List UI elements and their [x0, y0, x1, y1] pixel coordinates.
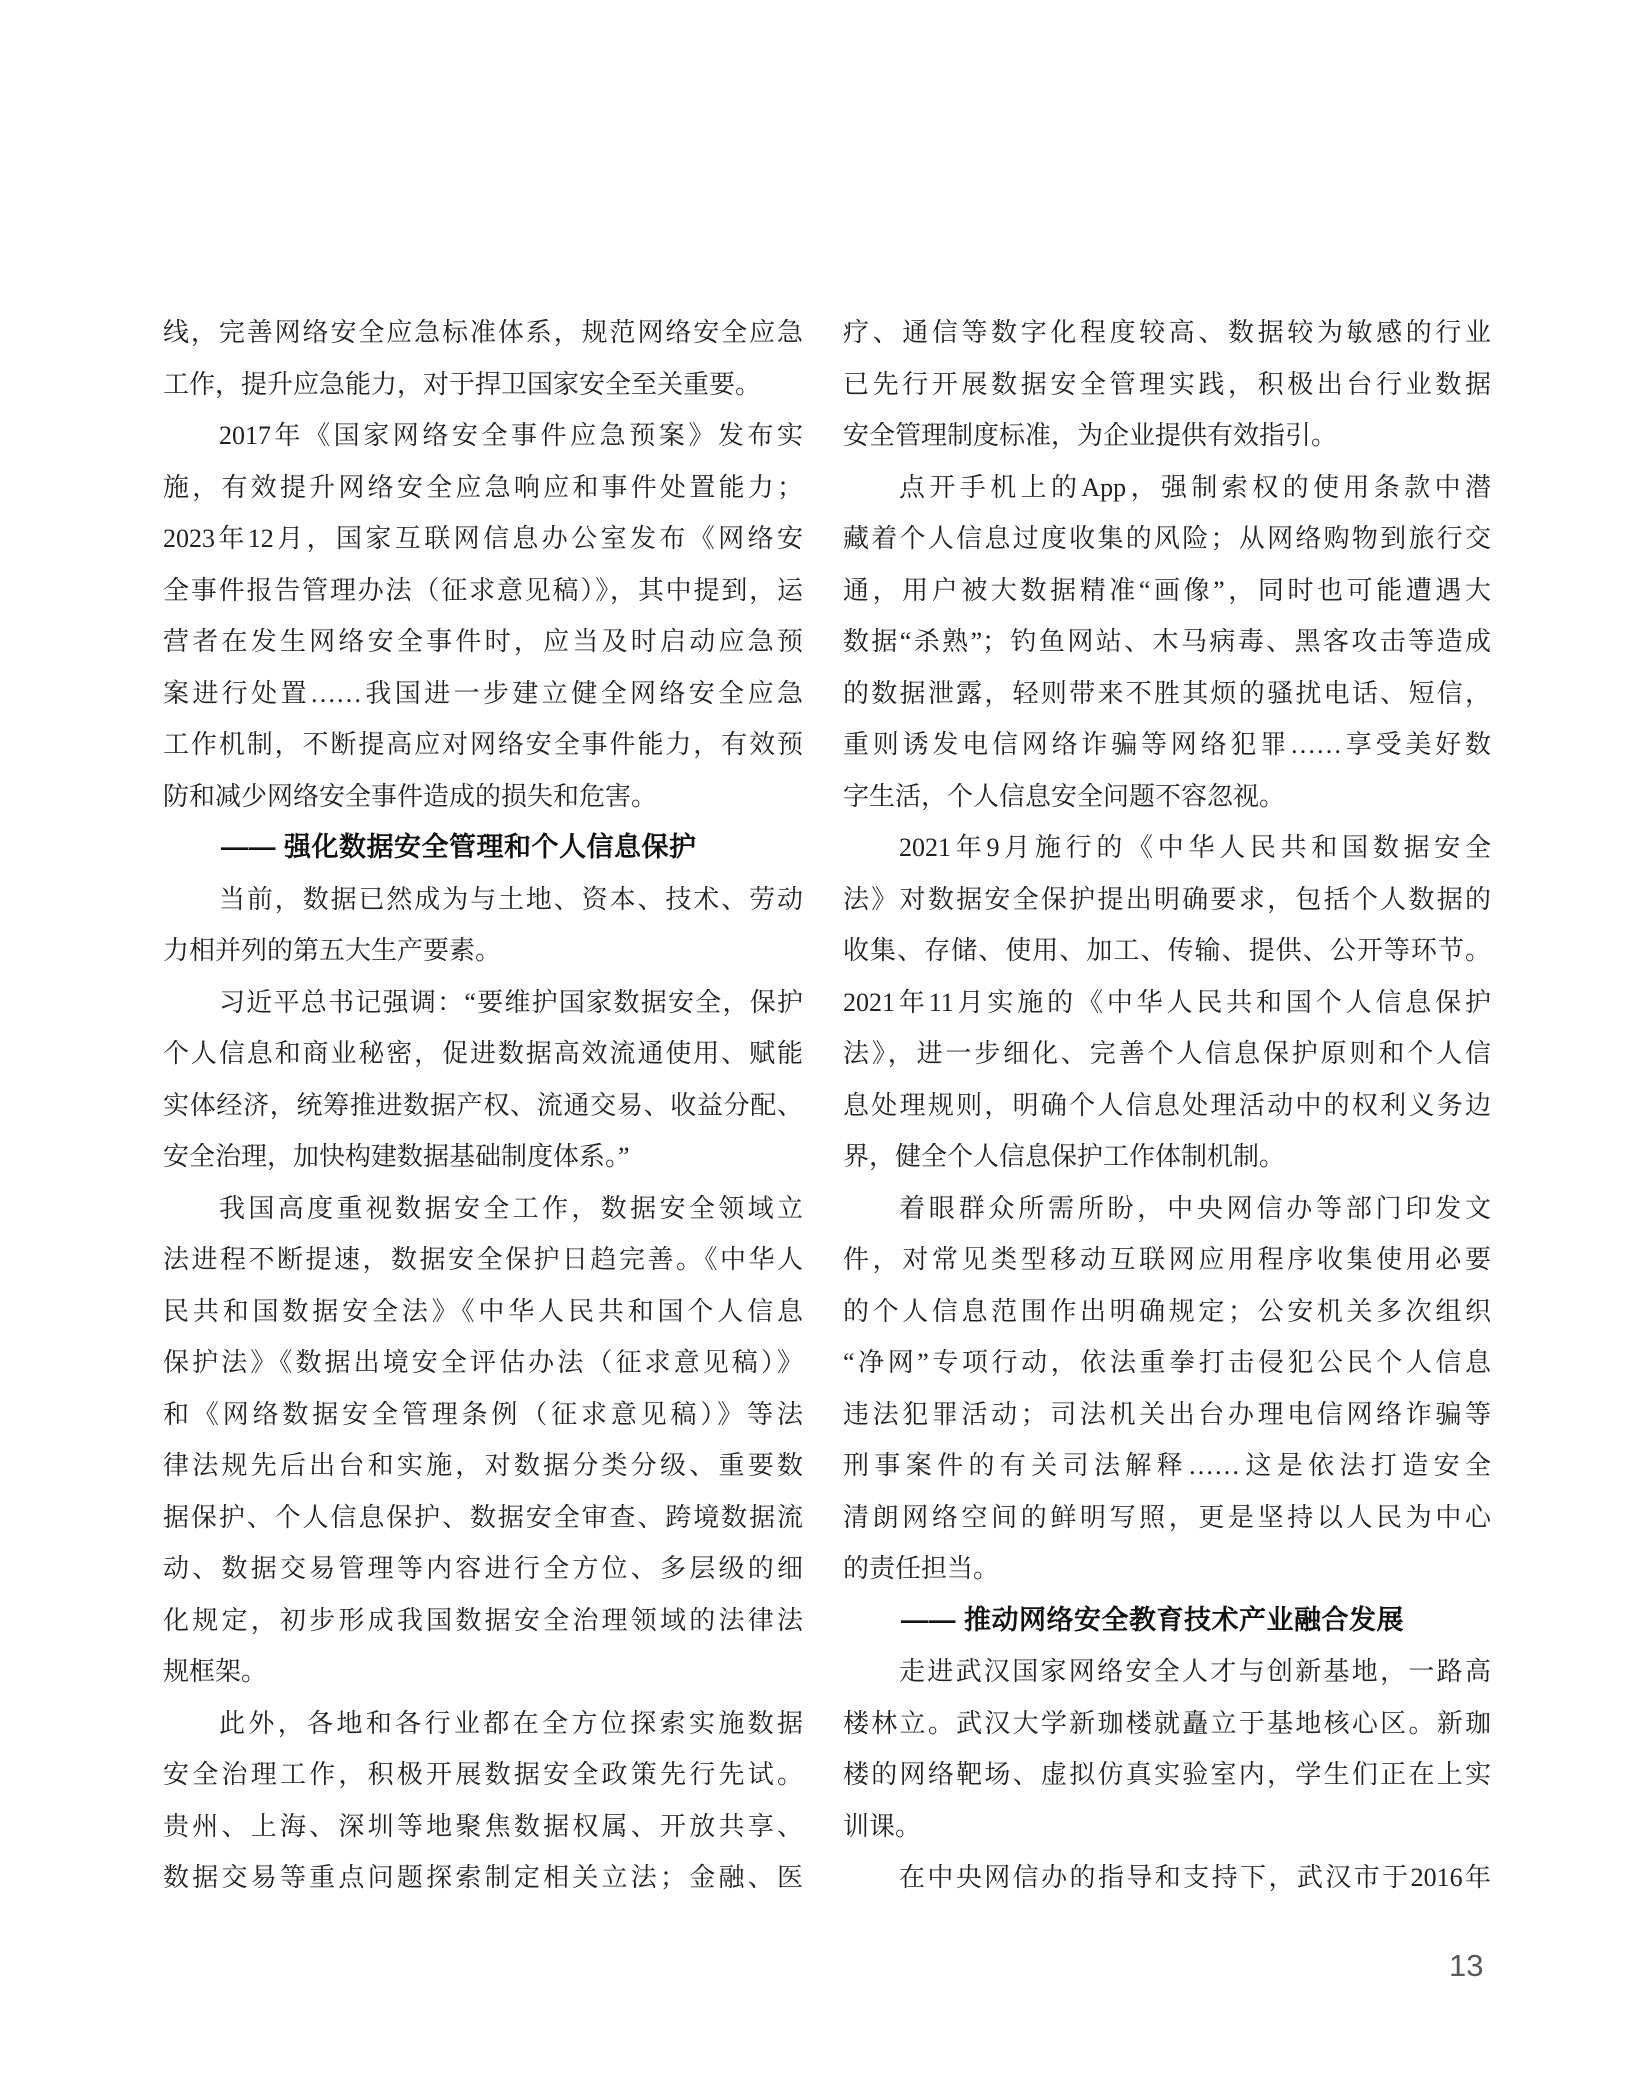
text-line: 界，健全个人信息保护工作体制机制。 [843, 1142, 1286, 1171]
text-line: 已先行开展数据安全管理实践，积极出台行业数据 [843, 369, 1491, 399]
text-line: “净网”专项行动，依法重拳打击侵犯公民个人信息 [843, 1348, 1491, 1377]
text-line: 我国高度重视数据安全工作，数据安全领域立 [219, 1193, 803, 1223]
text-line: 楼林立。武汉大学新珈楼就矗立于基地核心区。新珈 [843, 1708, 1491, 1738]
text-line: 安全管理制度标准，为企业提供有效指引。 [843, 421, 1338, 450]
text-line: 数据交易等重点问题探索制定相关立法；金融、医 [163, 1863, 803, 1892]
text-line: 通，用户被大数据精准“画像”，同时也可能遭遇大 [843, 575, 1491, 605]
text-line: 2023年12月，国家互联网信息办公室发布《网络安 [163, 524, 803, 553]
text-line: 法》，进一步细化、完善个人信息保护原则和个人信 [843, 1039, 1491, 1068]
text-line: 字生活，个人信息安全问题不容忽视。 [843, 781, 1286, 811]
section-heading: —— 强化数据安全管理和个人信息保护 [221, 832, 697, 862]
text-line: 线，完善网络安全应急标准体系，规范网络安全应急 [163, 318, 803, 347]
text-line: 数据“杀熟”；钓鱼网站、木马病毒、黑客攻击等造成 [843, 627, 1491, 656]
text-line: 和《网络数据安全管理条例（征求意见稿）》等法 [163, 1399, 803, 1429]
text-line: 训课。 [843, 1811, 922, 1841]
section-heading: —— 推动网络安全教育技术产业融合发展 [901, 1604, 1405, 1635]
text-line: 规框架。 [163, 1657, 268, 1686]
text-line: 在中央网信办的指导和支持下，武汉市于2016年 [899, 1863, 1491, 1892]
text-line: 收集、存储、使用、加工、传输、提供、公开等环节。 [843, 936, 1491, 965]
text-line: 法进程不断提速，数据安全保护日趋完善。《中华人 [163, 1245, 803, 1274]
text-line: 案进行处置……我国进一步建立健全网络安全应急 [163, 678, 803, 708]
text-line: 力相并列的第五大生产要素。 [163, 936, 502, 965]
text-line: 民共和国数据安全法》《中华人民共和国个人信息 [163, 1296, 803, 1326]
text-line: 的数据泄露，轻则带来不胜其烦的骚扰电话、短信， [843, 678, 1491, 708]
text-line: 法》对数据安全保护提出明确要求，包括个人数据的 [843, 884, 1491, 914]
text-line: 贵州、上海、深圳等地聚焦数据权属、开放共享、 [163, 1811, 803, 1841]
text-line: 点开手机上的App，强制索权的使用条款中潜 [899, 472, 1491, 502]
text-line: 刑事案件的有关司法解释……这是依法打造安全 [843, 1451, 1491, 1480]
text-line: 2017年《国家网络安全事件应急预案》发布实 [219, 421, 803, 450]
text-line: 营者在发生网络安全事件时，应当及时启动应急预 [163, 627, 803, 656]
text-line: 安全治理，加快构建数据基础制度体系。” [163, 1142, 630, 1171]
text-line: 据保护、个人信息保护、数据安全审查、跨境数据流 [163, 1502, 803, 1532]
text-line: 重则诱发电信网络诈骗等网络犯罪……享受美好数 [843, 730, 1491, 759]
text-line: 工作机制，不断提高应对网络安全事件能力，有效预 [163, 730, 803, 759]
text-line: 藏着个人信息过度收集的风险；从网络购物到旅行交 [843, 524, 1491, 553]
text-line: 习近平总书记强调：“要维护国家数据安全，保护 [219, 987, 803, 1017]
text-line: 律法规先后出台和实施，对数据分类分级、重要数 [163, 1451, 803, 1480]
text-line: 实体经济，统筹推进数据产权、流通交易、收益分配、 [163, 1090, 803, 1120]
text-line: 的责任担当。 [843, 1554, 1000, 1583]
text-line: 的个人信息范围作出明确规定；公安机关多次组织 [843, 1296, 1491, 1326]
text-line: 全事件报告管理办法（征求意见稿）》，其中提到，运 [163, 575, 803, 605]
text-line: 2021年11月实施的《中华人民共和国个人信息保护 [843, 987, 1491, 1017]
text-line: 息处理规则，明确个人信息处理活动中的权利义务边 [843, 1090, 1491, 1120]
text-line: 安全治理工作，积极开展数据安全政策先行先试。 [163, 1760, 803, 1789]
text-line: 此外，各地和各行业都在全方位探索实施数据 [219, 1708, 803, 1738]
text-line: 楼的网络靶场、虚拟仿真实验室内，学生们正在上实 [843, 1760, 1491, 1789]
text-line: 化规定，初步形成我国数据安全治理领域的法律法 [163, 1605, 803, 1635]
page-number: 13 [1449, 1948, 1484, 1983]
text-line: 当前，数据已然成为与土地、资本、技术、劳动 [219, 884, 803, 914]
text-line: 防和减少网络安全事件造成的损失和危害。 [163, 781, 658, 811]
text-line: 疗、通信等数字化程度较高、数据较为敏感的行业 [843, 318, 1491, 347]
text-line: 动、数据交易管理等内容进行全方位、多层级的细 [163, 1554, 803, 1583]
text-line: 个人信息和商业秘密，促进数据高效流通使用、赋能 [163, 1039, 803, 1068]
text-line: 工作，提升应急能力，对于捍卫国家安全至关重要。 [163, 369, 762, 399]
text-line: 施，有效提升网络安全应急响应和事件处置能力； [163, 472, 803, 502]
text-line: 清朗网络空间的鲜明写照，更是坚持以人民为中心 [843, 1502, 1491, 1532]
text-line: 走进武汉国家网络安全人才与创新基地，一路高 [899, 1657, 1491, 1686]
text-line: 保护法》《数据出境安全评估办法（征求意见稿）》 [163, 1348, 803, 1377]
left-text-column [163, 307, 803, 1904]
text-line: 2021年9月施行的《中华人民共和国数据安全 [899, 833, 1491, 862]
text-line: 违法犯罪活动；司法机关出台办理电信网络诈骗等 [843, 1399, 1491, 1429]
text-line: 件，对常见类型移动互联网应用程序收集使用必要 [843, 1245, 1491, 1274]
text-line: 着眼群众所需所盼，中央网信办等部门印发文 [899, 1193, 1491, 1223]
right-text-column [843, 307, 1491, 1904]
